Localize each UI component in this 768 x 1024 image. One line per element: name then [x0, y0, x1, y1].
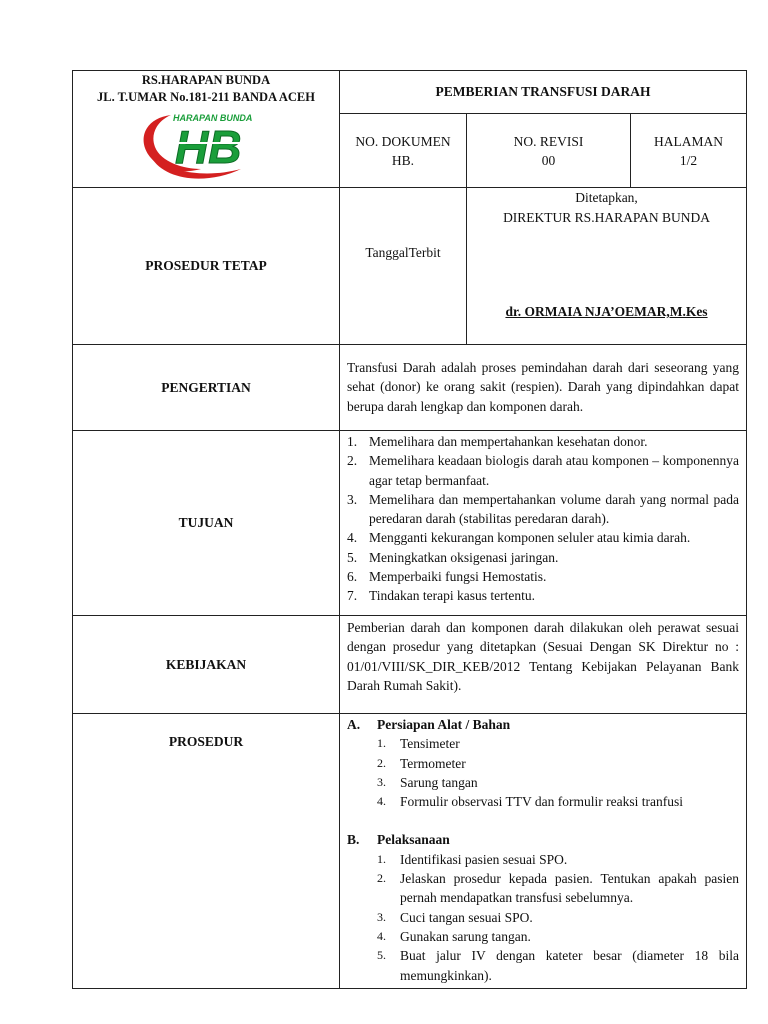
section-a-item: [347, 734, 739, 753]
halaman-label: HALAMAN: [654, 133, 724, 149]
director-name: dr. ORMAIA NJA’OEMAR,M.Kes: [505, 304, 708, 319]
section-b-item: [347, 869, 739, 908]
section-b-letter: B.: [347, 832, 360, 848]
tujuan-item-text: Memperbaiki fungsi Hemostatis.: [369, 569, 547, 585]
section-b-item: [347, 908, 739, 927]
tujuan-item-text: Meningkatkan oksigenasi jaringan.: [369, 549, 559, 565]
hospital-header-cell: [73, 71, 340, 188]
section-a-item-number: 2.: [377, 755, 386, 770]
tujuan-item-number: 3.: [347, 491, 358, 507]
halaman-cell: [631, 114, 747, 188]
kebijakan-cell: [340, 616, 747, 714]
prosedur-label: PROSEDUR: [73, 714, 340, 989]
hospital-address: JL. T.UMAR No.181-211 BANDA ACEH: [97, 90, 315, 104]
section-a-item-text: Termometer: [400, 755, 466, 771]
pengertian-label: PENGERTIAN: [73, 345, 340, 431]
section-b-item: [347, 946, 739, 985]
tujuan-item-text: Tindakan terapi kasus tertentu.: [369, 588, 535, 604]
tujuan-item-number: 4.: [347, 530, 358, 546]
tujuan-item-number: 5.: [347, 549, 358, 565]
section-b-item-number: 5.: [377, 948, 386, 963]
pengertian-cell: [340, 345, 747, 431]
section-b-item-number: 2.: [377, 871, 386, 886]
section-a-item-text: Tensimeter: [400, 736, 460, 752]
section-b-list: [347, 850, 739, 985]
section-a-item-text: Sarung tangan: [400, 774, 478, 790]
tujuan-item-text: Mengganti kekurangan komponen seluler atau kimia darah.: [369, 530, 691, 546]
section-b-item-number: 1.: [377, 851, 386, 866]
prosedur-cell: [340, 714, 747, 989]
kebijakan-label: KEBIJAKAN: [73, 616, 340, 714]
director-title: DIREKTUR RS.HARAPAN BUNDA: [503, 210, 710, 225]
tujuan-item: [347, 432, 739, 451]
tujuan-item-text: Memelihara keadaan biologis darah atau komponen – komponennya agar tetap bermanfaat.: [369, 453, 740, 488]
tujuan-item: [347, 528, 739, 547]
tujuan-item-number: 1.: [347, 434, 358, 449]
section-b-item: [347, 850, 739, 869]
hb-logo-icon: [131, 107, 281, 187]
tujuan-item: [347, 567, 739, 586]
doc-title: PEMBERIAN TRANSFUSI DARAH: [340, 71, 747, 114]
tujuan-item-text: Memelihara dan mempertahankan volume darah yang normal pada peredaran darah (stabilitas peredaran darah).: [369, 491, 740, 527]
halaman-value: 1/2: [679, 152, 698, 168]
pengertian-text: Transfusi Darah adalah proses pemindahan darah dari seseorang yang sehat (donor) ke orang sakit (respien). Darah yang dipindahkan dapat berupa darah lengkap dan komponen darah.: [347, 360, 740, 414]
no-dokumen-value: HB.: [391, 152, 415, 168]
section-b-item-text: Identifikasi pasien sesuai SPO.: [400, 851, 568, 867]
hospital-logo: [131, 107, 281, 187]
tujuan-list: [347, 432, 739, 606]
section-b-item: [347, 927, 739, 946]
tujuan-item: [347, 586, 739, 605]
section-b-item-text: Jelaskan prosedur kepada pasien. Tentukan apakah pasien pernah mendapatkan transfusi sebelumnya.: [400, 871, 740, 906]
logo-text-top: HARAPAN BUNDA: [173, 113, 253, 123]
section-b-item-number: 3.: [377, 909, 386, 924]
no-revisi-cell: [467, 114, 631, 188]
tujuan-item: [347, 490, 739, 529]
tujuan-label: TUJUAN: [73, 431, 340, 616]
section-a-item: [347, 754, 739, 773]
section-a-list: [347, 734, 739, 811]
section-a-item: [347, 792, 739, 811]
tanggal-terbit-label: TanggalTerbit: [340, 188, 467, 345]
section-a-item-text: Formulir observasi TTV dan formulir reaksi tranfusi: [400, 794, 683, 810]
section-b-title: [347, 830, 739, 849]
section-a-item-number: 3.: [377, 774, 386, 789]
kebijakan-text: Pemberian darah dan komponen darah dilakukan oleh perawat sesuai dengan prosedur yang ditetapkan (Sesuai Dengan SK Direktur no : 01/01/VIII/SK_DIR_KEB/2012 Tentang Kebijakan Pelayanan Bank Darah Rumah Sakit).: [347, 620, 740, 693]
section-b-item-text: Cuci tangan sesuai SPO.: [400, 909, 533, 925]
ditetapkan-text: Ditetapkan,: [575, 190, 638, 205]
no-revisi-label: NO. REVISI: [513, 133, 584, 149]
no-dokumen-cell: [340, 114, 467, 188]
section-a-item-number: 4.: [377, 794, 386, 809]
tujuan-cell: [340, 431, 747, 616]
section-b-item-number: 4.: [377, 928, 386, 943]
tujuan-item-text: Memelihara dan mempertahankan kesehatan donor.: [369, 434, 648, 449]
section-b-item-text: Gunakan sarung tangan.: [400, 928, 531, 944]
hospital-name: RS.HARAPAN BUNDA: [141, 73, 271, 87]
section-a-item: [347, 773, 739, 792]
tujuan-item: [347, 548, 739, 567]
tujuan-item-number: 7.: [347, 588, 358, 604]
tujuan-item: [347, 451, 739, 490]
logo-text-main: HB: [175, 121, 242, 173]
prosedur-tetap-label: PROSEDUR TETAP: [73, 188, 340, 345]
section-b-title-text: Pelaksanaan: [377, 832, 450, 848]
approval-cell: [467, 188, 747, 345]
section-a-title-text: Persiapan Alat / Bahan: [377, 717, 511, 732]
section-a-letter: A.: [347, 717, 361, 732]
sop-table: [72, 70, 747, 989]
tujuan-item-number: 2.: [347, 453, 358, 469]
section-a-title: [347, 715, 739, 734]
section-b-item-text: Buat jalur IV dengan kateter besar (diameter 18 bila memungkinkan).: [400, 948, 740, 983]
tujuan-item-number: 6.: [347, 569, 358, 585]
section-a-item-number: 1.: [377, 736, 386, 751]
no-revisi-value: 00: [541, 152, 556, 168]
no-dokumen-label: NO. DOKUMEN: [355, 133, 451, 149]
